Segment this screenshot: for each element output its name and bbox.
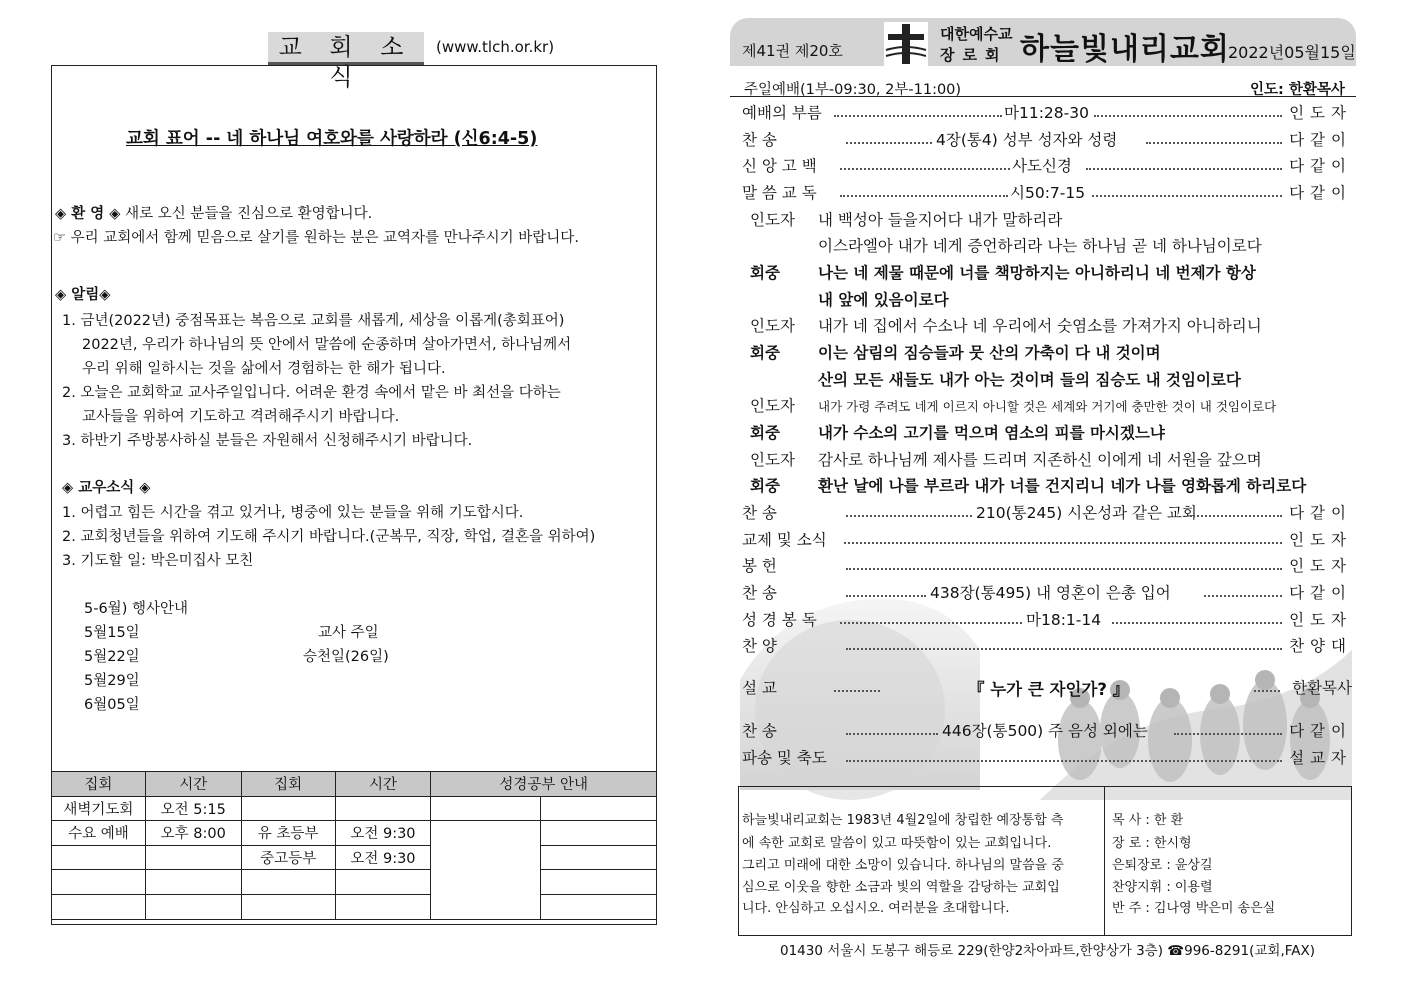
sermon-row	[742, 676, 1354, 698]
leader-dots	[846, 760, 1282, 762]
reading-text: 나는 네 제물 때문에 너를 책망하지는 아니하리니 네 번제가 항상	[818, 264, 1256, 282]
reading-text: 이스라엘아 내가 네게 증언하리라 나는 하나님 곧 네 하나님이로다	[818, 237, 1262, 255]
order-label: 찬 송	[742, 722, 777, 740]
reading-text: 내 백성아 들을지어다 내가 말하리라	[818, 211, 1063, 229]
notice-line: 교사들을 위하여 기도하고 격려해주시기 바랍니다.	[82, 409, 400, 425]
order-who: 인도자	[1289, 611, 1352, 629]
sermon-title: 『 누가 큰 자인가? 』	[968, 680, 1130, 699]
leader-dots	[1146, 142, 1282, 144]
table-cell: 수요 예배	[52, 821, 146, 846]
reading-who: 회중	[750, 477, 780, 495]
order-label: 예배의 부름	[742, 104, 822, 122]
leader-dots	[840, 195, 1008, 197]
order-content: 시50:7-15	[1010, 184, 1086, 202]
staff-line: 은퇴장로 : 윤상길	[1112, 858, 1213, 873]
table-cell	[541, 894, 657, 919]
reading-who: 회중	[750, 264, 780, 282]
order-who: 다같이	[1289, 584, 1352, 602]
table-cell	[241, 796, 335, 821]
order-row	[742, 501, 1354, 523]
order-row	[742, 634, 1354, 656]
reading-text: 내 앞에 있음이로다	[818, 291, 949, 309]
order-who: 다같이	[1289, 157, 1352, 175]
table-row	[52, 796, 657, 821]
order-who: 다같이	[1289, 504, 1352, 522]
staff-line: 찬양지휘 : 이용렬	[1112, 880, 1213, 895]
church-address: 01430 서울시 도봉구 해등로 229(한양2차아파트,한양상가 3층) ☎996-8291(교회,FAX)	[780, 943, 1316, 959]
leader-dots	[1254, 690, 1280, 692]
news-line: 2. 교회청년들을 위하여 기도해 주시기 바랍니다.(군복무, 직장, 학업, 결혼을 위하여)	[62, 529, 596, 545]
table-cell	[52, 894, 146, 919]
leader-dots	[834, 690, 880, 692]
reading-text: 산의 모든 새들도 내가 아는 것이며 들의 짐승도 내 것임이로다	[818, 371, 1241, 389]
event-date: 5월29일	[84, 673, 140, 689]
leader-dots	[846, 142, 932, 144]
order-content: 4장(통4) 성부 성자와 성령	[936, 131, 1118, 149]
website-url: (www.tlch.or.kr)	[436, 38, 555, 56]
sermon-preacher: 한환목사	[1292, 679, 1352, 697]
order-row	[742, 128, 1354, 150]
notice-line: 우리 위해 일하시는 것을 삶에서 경험하는 한 해가 됩니다.	[82, 361, 446, 377]
event-date: 6월05일	[84, 697, 140, 713]
leader-dots	[1092, 195, 1282, 197]
order-who: 인도자	[1289, 104, 1352, 122]
leader-dots	[834, 115, 1002, 117]
event-date: 5월22일	[84, 649, 140, 665]
table-row	[52, 821, 657, 846]
order-who: 다같이	[1289, 184, 1352, 202]
schedule-header: 시간	[335, 772, 431, 797]
order-row	[742, 719, 1354, 741]
order-row	[742, 181, 1354, 203]
table-cell: 오후 8:00	[145, 821, 241, 846]
order-label: 찬 송	[742, 584, 777, 602]
order-label: 교제 및 소식	[742, 531, 827, 549]
order-who: 인도자	[1289, 531, 1352, 549]
divider	[1104, 787, 1105, 935]
welcome-heading: ◈ 환 영 ◈	[55, 206, 121, 222]
schedule-table	[51, 771, 657, 920]
table-cell: 중고등부	[241, 845, 335, 870]
table-cell: 오전 9:30	[335, 821, 431, 846]
order-who: 인도자	[1289, 557, 1352, 575]
staff-line: 목 사 : 한 환	[1112, 813, 1184, 828]
table-cell	[335, 894, 431, 919]
news-line: 3. 기도할 일: 박은미집사 모친	[62, 553, 254, 569]
table-cell	[541, 796, 657, 821]
leader-dots	[846, 648, 1282, 650]
order-row	[742, 154, 1354, 176]
leader-dots	[1086, 168, 1282, 170]
table-cell	[52, 870, 146, 895]
order-label: 찬 송	[742, 504, 777, 522]
reading-text: 환난 날에 나를 부르라 내가 너를 건지리니 네가 나를 영화롭게 하리로다	[818, 477, 1307, 495]
table-cell	[145, 894, 241, 919]
leader-dots	[1174, 733, 1282, 735]
worship-leader: 인도: 한환목사	[1250, 82, 1345, 98]
leader-dots	[1190, 515, 1282, 517]
order-content: 마11:28-30	[1004, 104, 1089, 122]
table-cell	[541, 870, 657, 895]
table-cell: 새벽기도회	[52, 796, 146, 821]
reading-who: 회중	[750, 344, 780, 362]
leader-dots	[840, 168, 1010, 170]
reading-who: 회중	[750, 424, 780, 442]
leader-dots	[846, 595, 926, 597]
order-row	[742, 101, 1354, 123]
page-title: 교 회 소 식	[268, 32, 424, 65]
news-line: 1. 어렵고 힘든 시간을 겪고 있거나, 병중에 있는 분들을 위해 기도합시다.	[62, 505, 524, 521]
table-cell	[241, 894, 335, 919]
welcome-note: ☞ 우리 교회에서 함께 믿음으로 살기를 원하는 분은 교역자를 만나주시기 바랍니다.	[53, 230, 579, 246]
leader-dots	[844, 542, 1282, 544]
schedule-header: 시간	[145, 772, 241, 797]
notice-line: 1. 금년(2022년) 중점목표는 복음으로 교회를 새롭게, 세상을 이롭게(총회표어)	[62, 313, 565, 329]
order-label: 파송 및 축도	[742, 749, 827, 767]
reading-text: 내가 가령 주려도 네게 이르지 아니할 것은 세계와 거기에 충만한 것이 내 것임이로다	[818, 399, 1277, 414]
reading-who: 인도자	[750, 451, 795, 469]
staff-line: 장 로 : 한시형	[1112, 836, 1192, 851]
notice-heading: ◈ 알림◈	[55, 287, 111, 303]
order-label: 찬 송	[742, 131, 777, 149]
leader-dots	[846, 733, 938, 735]
leader-dots	[1204, 595, 1282, 597]
schedule-header: 집회	[241, 772, 335, 797]
denomination-line2: 장로회	[940, 46, 1008, 64]
leader-dots	[846, 515, 972, 517]
order-who: 설교자	[1289, 749, 1352, 767]
event-name: 교사 주일	[318, 625, 379, 641]
intro-line: 하늘빛내리교회는 1983년 4월2일에 창립한 예장통합 측	[742, 813, 1064, 828]
table-cell: 유 초등부	[241, 821, 335, 846]
table-cell	[431, 796, 541, 821]
leader-dots	[846, 568, 1282, 570]
order-label: 신 앙 고 백	[742, 157, 817, 175]
news-heading: ◈ 교우소식 ◈	[62, 480, 151, 496]
order-row	[742, 581, 1354, 603]
reading-text: 이는 삼림의 짐승들과 뭇 산의 가축이 다 내 것이며	[818, 344, 1161, 362]
welcome-text: 새로 오신 분들을 진심으로 환영합니다.	[125, 206, 373, 222]
reading-text: 내가 수소의 고기를 먹으며 염소의 피를 마시겠느냐	[818, 424, 1165, 442]
staff-line: 반 주 : 김나영 박은미 송은실	[1112, 901, 1276, 916]
intro-line: 니다. 안심하고 오십시오. 여러분을 초대합니다.	[742, 901, 1010, 916]
order-label: 말 씀 교 독	[742, 184, 817, 202]
bulletin-date: 2022년05월15일	[1228, 43, 1356, 62]
table-row	[52, 870, 657, 895]
notice-line: 2022년, 우리가 하나님의 뜻 안에서 말씀에 순종하며 살아가면서, 하나님께서	[82, 337, 572, 353]
order-row	[742, 554, 1354, 576]
order-row	[742, 746, 1354, 768]
notice-line: 2. 오늘은 교회학교 교사주일입니다. 어려운 환경 속에서 맡은 바 최선을 다하는	[62, 385, 561, 401]
table-cell	[52, 845, 146, 870]
table-cell	[335, 796, 431, 821]
event-name: 승천일(26일)	[303, 649, 389, 665]
table-cell	[335, 870, 431, 895]
table-cell	[541, 821, 657, 846]
church-motto: 교회 표어 -- 네 하나님 여호와를 사랑하라 (신6:4-5)	[126, 129, 538, 149]
order-row	[742, 608, 1354, 630]
cross-logo-icon	[882, 20, 930, 68]
events-heading: 5-6월) 행사안내	[84, 601, 188, 617]
order-who: 다같이	[1289, 722, 1352, 740]
divider	[730, 96, 1356, 97]
reading-text: 감사로 하나님께 제사를 드리며 지존하신 이에게 네 서원을 갚으며	[818, 451, 1262, 469]
table-row	[52, 845, 657, 870]
volume-number: 제41권 제20호	[742, 42, 843, 60]
order-label: 성 경 봉 독	[742, 611, 817, 629]
sermon-label: 설 교	[742, 679, 777, 697]
event-date: 5월15일	[84, 625, 140, 641]
order-row	[742, 528, 1354, 550]
order-who: 다같이	[1289, 131, 1352, 149]
table-cell	[241, 870, 335, 895]
welcome-section	[55, 202, 372, 223]
intro-line: 에 속한 교회로 말씀이 있고 따뜻함이 있는 교회입니다.	[742, 836, 1052, 851]
notice-line: 3. 하반기 주방봉사하실 분들은 자원해서 신청해주시기 바랍니다.	[62, 433, 473, 449]
order-content: 446장(통500) 주 음성 외에는	[942, 722, 1148, 740]
order-who: 찬양대	[1289, 637, 1352, 655]
table-cell	[431, 821, 541, 919]
table-cell: 오전 9:30	[335, 845, 431, 870]
order-label: 봉 헌	[742, 557, 777, 575]
table-row	[52, 894, 657, 919]
order-content: 사도신경	[1012, 157, 1072, 175]
order-content: 마18:1-14	[1026, 611, 1102, 629]
table-cell	[145, 845, 241, 870]
intro-line: 그리고 미래에 대한 소망이 있습니다. 하나님의 말씀을 중	[742, 858, 1064, 873]
intro-line: 심으로 이웃을 향한 소금과 빛의 역할을 감당하는 교회입	[742, 880, 1060, 895]
leader-dots	[840, 622, 1022, 624]
reading-who: 인도자	[750, 317, 795, 335]
church-name: 하늘빛내리교회	[1020, 32, 1230, 67]
schedule-header: 집회	[52, 772, 146, 797]
table-cell	[145, 870, 241, 895]
reading-who: 인도자	[750, 397, 795, 415]
worship-time: 주일예배(1부-09:30, 2부-11:00)	[744, 82, 962, 98]
denomination-line1: 대한예수교	[940, 25, 1013, 43]
table-cell: 오전 5:15	[145, 796, 241, 821]
schedule-header: 성경공부 안내	[431, 772, 657, 797]
leader-dots	[1094, 115, 1282, 117]
order-content: 438장(통495) 내 영혼이 은총 입어	[930, 584, 1171, 602]
reading-who: 인도자	[750, 211, 795, 229]
order-label: 찬 양	[742, 637, 777, 655]
leader-dots	[1112, 622, 1282, 624]
reading-text: 내가 네 집에서 수소나 네 우리에서 숫염소를 가져가지 아니하리니	[818, 317, 1262, 335]
order-content: 210(통245) 시온성과 같은 교회	[976, 504, 1197, 522]
table-cell	[541, 845, 657, 870]
